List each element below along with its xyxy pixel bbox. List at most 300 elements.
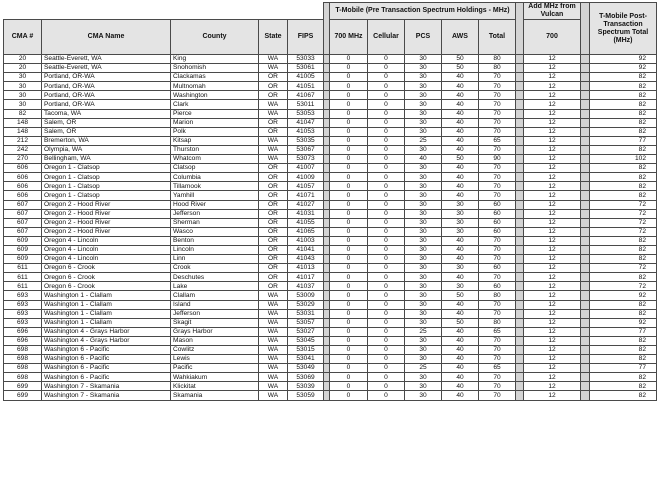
column-gap [581, 109, 590, 118]
cma-name-cell: Oregon 4 - Lincoln [42, 245, 171, 254]
700mhz-cell: 0 [330, 145, 368, 154]
aws-cell: 40 [442, 100, 479, 109]
fips-cell: 41017 [288, 273, 324, 282]
cellular-cell: 0 [368, 118, 405, 127]
column-gap [581, 346, 590, 355]
cma-cell: 693 [4, 291, 42, 300]
fips-cell: 53039 [288, 382, 324, 391]
pcs-cell: 30 [405, 382, 442, 391]
county-cell: Tillamook [171, 182, 259, 191]
state-cell: OR [259, 164, 288, 173]
table-row [4, 64, 657, 73]
vulcan-700-cell: 12 [524, 227, 581, 236]
700mhz-cell: 0 [330, 364, 368, 373]
700mhz-cell: 0 [330, 118, 368, 127]
aws-cell: 40 [442, 109, 479, 118]
pcs-cell: 30 [405, 255, 442, 264]
vulcan-700-cell: 12 [524, 55, 581, 64]
column-gap [516, 55, 524, 64]
column-gap [516, 327, 524, 336]
aws-cell: 30 [442, 282, 479, 291]
fips-cell: 53069 [288, 373, 324, 382]
total-cell: 70 [479, 336, 516, 345]
post-total-cell: 82 [590, 91, 657, 100]
cma-name-cell: Oregon 6 - Crook [42, 282, 171, 291]
column-gap [516, 309, 524, 318]
vulcan-700-cell: 12 [524, 82, 581, 91]
column-gap [581, 391, 590, 400]
total-cell: 70 [479, 255, 516, 264]
column-gap [516, 82, 524, 91]
column-gap [581, 200, 590, 209]
fips-cell: 53031 [288, 309, 324, 318]
post-total-cell: 92 [590, 318, 657, 327]
700mhz-cell: 0 [330, 327, 368, 336]
aws-cell: 50 [442, 64, 479, 73]
pcs-cell: 40 [405, 155, 442, 164]
post-total-cell: 82 [590, 127, 657, 136]
aws-cell: 50 [442, 55, 479, 64]
pcs-cell: 30 [405, 82, 442, 91]
column-gap [516, 236, 524, 245]
cma-cell: 30 [4, 100, 42, 109]
pcs-cell: 30 [405, 236, 442, 245]
cma-name-cell: Washington 1 - Clallam [42, 309, 171, 318]
state-cell: OR [259, 255, 288, 264]
post-total-cell: 72 [590, 200, 657, 209]
column-gap [516, 273, 524, 282]
header-tmobile-group: T-Mobile (Pre Transaction Spectrum Holdings - MHz) [330, 3, 516, 20]
total-cell: 65 [479, 364, 516, 373]
header-aws: AWS [442, 20, 479, 55]
cma-cell: 212 [4, 136, 42, 145]
county-cell: Grays Harbor [171, 327, 259, 336]
total-cell: 60 [479, 227, 516, 236]
cma-cell: 609 [4, 236, 42, 245]
700mhz-cell: 0 [330, 291, 368, 300]
pcs-cell: 25 [405, 136, 442, 145]
state-cell: OR [259, 282, 288, 291]
aws-cell: 40 [442, 73, 479, 82]
aws-cell: 40 [442, 336, 479, 345]
total-cell: 80 [479, 55, 516, 64]
cellular-cell: 0 [368, 382, 405, 391]
county-cell: Pierce [171, 109, 259, 118]
700mhz-cell: 0 [330, 273, 368, 282]
column-gap [581, 300, 590, 309]
table-row [4, 245, 657, 254]
700mhz-cell: 0 [330, 91, 368, 100]
vulcan-700-cell: 12 [524, 100, 581, 109]
cma-name-cell: Olympia, WA [42, 145, 171, 154]
cma-cell: 611 [4, 273, 42, 282]
post-total-cell: 77 [590, 327, 657, 336]
aws-cell: 40 [442, 245, 479, 254]
table-row [4, 364, 657, 373]
total-cell: 65 [479, 327, 516, 336]
fips-cell: 53053 [288, 109, 324, 118]
state-cell: OR [259, 127, 288, 136]
column-gap [516, 382, 524, 391]
total-cell: 70 [479, 91, 516, 100]
cma-name-cell: Salem, OR [42, 127, 171, 136]
total-cell: 70 [479, 236, 516, 245]
cellular-cell: 0 [368, 336, 405, 345]
table-row [4, 155, 657, 164]
700mhz-cell: 0 [330, 373, 368, 382]
cma-cell: 82 [4, 109, 42, 118]
column-gap [581, 136, 590, 145]
fips-cell: 41067 [288, 91, 324, 100]
header-county: County [171, 20, 259, 55]
county-cell: Linn [171, 255, 259, 264]
cma-name-cell: Portland, OR-WA [42, 100, 171, 109]
vulcan-700-cell: 12 [524, 91, 581, 100]
pcs-cell: 30 [405, 91, 442, 100]
header-vulcan-700: 700 [524, 20, 581, 55]
post-total-cell: 82 [590, 100, 657, 109]
state-cell: OR [259, 182, 288, 191]
700mhz-cell: 0 [330, 236, 368, 245]
fips-cell: 41071 [288, 191, 324, 200]
column-gap [581, 209, 590, 218]
state-cell: OR [259, 82, 288, 91]
column-gap [516, 182, 524, 191]
700mhz-cell: 0 [330, 227, 368, 236]
post-total-cell: 82 [590, 145, 657, 154]
700mhz-cell: 0 [330, 255, 368, 264]
cma-cell: 606 [4, 173, 42, 182]
table-row [4, 109, 657, 118]
vulcan-700-cell: 12 [524, 245, 581, 254]
cma-cell: 698 [4, 346, 42, 355]
state-cell: OR [259, 218, 288, 227]
county-cell: Washington [171, 91, 259, 100]
county-cell: Kitsap [171, 136, 259, 145]
cellular-cell: 0 [368, 218, 405, 227]
column-gap [516, 227, 524, 236]
700mhz-cell: 0 [330, 346, 368, 355]
cellular-cell: 0 [368, 300, 405, 309]
header-spacer [4, 3, 324, 20]
vulcan-700-cell: 12 [524, 209, 581, 218]
post-total-cell: 92 [590, 64, 657, 73]
column-gap [516, 136, 524, 145]
pcs-cell: 30 [405, 145, 442, 154]
total-cell: 70 [479, 109, 516, 118]
table-body [4, 55, 657, 401]
fips-cell: 41043 [288, 255, 324, 264]
cma-name-cell: Oregon 1 - Clatsop [42, 164, 171, 173]
cma-cell: 30 [4, 73, 42, 82]
state-cell: WA [259, 327, 288, 336]
aws-cell: 40 [442, 373, 479, 382]
state-cell: OR [259, 209, 288, 218]
cma-name-cell: Oregon 6 - Crook [42, 273, 171, 282]
pcs-cell: 30 [405, 164, 442, 173]
700mhz-cell: 0 [330, 209, 368, 218]
fips-cell: 53045 [288, 336, 324, 345]
aws-cell: 40 [442, 127, 479, 136]
header-cellular: Cellular [368, 20, 405, 55]
aws-cell: 40 [442, 191, 479, 200]
county-cell: Jefferson [171, 209, 259, 218]
county-cell: Deschutes [171, 273, 259, 282]
cma-cell: 696 [4, 327, 42, 336]
table-row [4, 346, 657, 355]
pcs-cell: 30 [405, 391, 442, 400]
county-cell: Crook [171, 264, 259, 273]
total-cell: 80 [479, 318, 516, 327]
state-cell: OR [259, 264, 288, 273]
state-cell: WA [259, 145, 288, 154]
table-row [4, 73, 657, 82]
state-cell: WA [259, 291, 288, 300]
fips-cell: 41037 [288, 282, 324, 291]
fips-cell: 53067 [288, 145, 324, 154]
county-cell: Mason [171, 336, 259, 345]
column-gap [581, 282, 590, 291]
table-row [4, 227, 657, 236]
vulcan-700-cell: 12 [524, 300, 581, 309]
column-gap [516, 264, 524, 273]
700mhz-cell: 0 [330, 300, 368, 309]
700mhz-cell: 0 [330, 355, 368, 364]
column-gap [581, 236, 590, 245]
column-gap [581, 127, 590, 136]
cma-name-cell: Washington 1 - Clallam [42, 300, 171, 309]
aws-cell: 50 [442, 291, 479, 300]
table-row [4, 136, 657, 145]
cellular-cell: 0 [368, 209, 405, 218]
total-cell: 80 [479, 291, 516, 300]
column-gap [581, 264, 590, 273]
cellular-cell: 0 [368, 100, 405, 109]
cma-name-cell: Seattle-Everett, WA [42, 64, 171, 73]
column-gap [581, 382, 590, 391]
state-cell: WA [259, 391, 288, 400]
column-gap [581, 273, 590, 282]
cma-cell: 30 [4, 82, 42, 91]
cellular-cell: 0 [368, 127, 405, 136]
post-total-cell: 82 [590, 382, 657, 391]
cma-cell: 611 [4, 264, 42, 273]
vulcan-700-cell: 12 [524, 318, 581, 327]
total-cell: 70 [479, 382, 516, 391]
column-gap [516, 218, 524, 227]
cma-name-cell: Washington 4 - Grays Harbor [42, 327, 171, 336]
cma-name-cell: Portland, OR-WA [42, 73, 171, 82]
aws-cell: 40 [442, 173, 479, 182]
700mhz-cell: 0 [330, 127, 368, 136]
cellular-cell: 0 [368, 109, 405, 118]
cellular-cell: 0 [368, 236, 405, 245]
fips-cell: 41005 [288, 73, 324, 82]
fips-cell: 53027 [288, 327, 324, 336]
total-cell: 70 [479, 73, 516, 82]
table-row [4, 309, 657, 318]
column-gap [581, 155, 590, 164]
vulcan-700-cell: 12 [524, 309, 581, 318]
cma-name-cell: Oregon 1 - Clatsop [42, 173, 171, 182]
post-total-cell: 82 [590, 236, 657, 245]
post-total-cell: 82 [590, 391, 657, 400]
cma-name-cell: Washington 7 - Skamania [42, 391, 171, 400]
pcs-cell: 30 [405, 373, 442, 382]
column-gap [581, 64, 590, 73]
state-cell: WA [259, 318, 288, 327]
vulcan-700-cell: 12 [524, 255, 581, 264]
total-cell: 70 [479, 373, 516, 382]
header-cma-name: CMA Name [42, 20, 171, 55]
cma-name-cell: Washington 7 - Skamania [42, 382, 171, 391]
column-gap [581, 91, 590, 100]
cma-cell: 607 [4, 209, 42, 218]
cma-cell: 270 [4, 155, 42, 164]
total-cell: 60 [479, 264, 516, 273]
county-cell: Polk [171, 127, 259, 136]
fips-cell: 53049 [288, 364, 324, 373]
pcs-cell: 30 [405, 318, 442, 327]
post-total-cell: 102 [590, 155, 657, 164]
table-row [4, 218, 657, 227]
vulcan-700-cell: 12 [524, 73, 581, 82]
cellular-cell: 0 [368, 64, 405, 73]
vulcan-700-cell: 12 [524, 291, 581, 300]
aws-cell: 40 [442, 273, 479, 282]
column-gap [581, 364, 590, 373]
cma-cell: 699 [4, 391, 42, 400]
pcs-cell: 30 [405, 346, 442, 355]
table-row [4, 255, 657, 264]
state-cell: OR [259, 200, 288, 209]
fips-cell: 41041 [288, 245, 324, 254]
column-gap [581, 191, 590, 200]
county-cell: Sherman [171, 218, 259, 227]
cma-name-cell: Oregon 1 - Clatsop [42, 191, 171, 200]
aws-cell: 40 [442, 91, 479, 100]
table-row [4, 55, 657, 64]
post-total-cell: 82 [590, 300, 657, 309]
total-cell: 70 [479, 391, 516, 400]
fips-cell: 53061 [288, 64, 324, 73]
aws-cell: 40 [442, 255, 479, 264]
pcs-cell: 30 [405, 273, 442, 282]
county-cell: Clackamas [171, 73, 259, 82]
table-row [4, 209, 657, 218]
aws-cell: 40 [442, 145, 479, 154]
header-vulcan-group: Add MHz from Vulcan [524, 3, 581, 20]
cma-name-cell: Washington 4 - Grays Harbor [42, 336, 171, 345]
cma-cell: 606 [4, 191, 42, 200]
fips-cell: 53041 [288, 355, 324, 364]
column-gap [516, 3, 524, 55]
total-cell: 60 [479, 282, 516, 291]
vulcan-700-cell: 12 [524, 64, 581, 73]
table-row [4, 373, 657, 382]
vulcan-700-cell: 12 [524, 164, 581, 173]
state-cell: OR [259, 173, 288, 182]
column-gap [581, 118, 590, 127]
state-cell: WA [259, 155, 288, 164]
post-total-cell: 82 [590, 255, 657, 264]
state-cell: WA [259, 373, 288, 382]
column-gap [516, 355, 524, 364]
total-cell: 70 [479, 245, 516, 254]
column-gap [516, 209, 524, 218]
table-row [4, 282, 657, 291]
county-cell: Thurston [171, 145, 259, 154]
cma-name-cell: Bremerton, WA [42, 136, 171, 145]
vulcan-700-cell: 12 [524, 191, 581, 200]
fips-cell: 53009 [288, 291, 324, 300]
county-cell: Lewis [171, 355, 259, 364]
cma-cell: 606 [4, 164, 42, 173]
column-gap [516, 127, 524, 136]
cellular-cell: 0 [368, 273, 405, 282]
vulcan-700-cell: 12 [524, 155, 581, 164]
cma-cell: 607 [4, 227, 42, 236]
cma-cell: 698 [4, 355, 42, 364]
column-gap [516, 200, 524, 209]
fips-cell: 41047 [288, 118, 324, 127]
column-gap [581, 327, 590, 336]
fips-cell: 53035 [288, 136, 324, 145]
cma-name-cell: Portland, OR-WA [42, 91, 171, 100]
vulcan-700-cell: 12 [524, 382, 581, 391]
pcs-cell: 30 [405, 100, 442, 109]
cma-name-cell: Tacoma, WA [42, 109, 171, 118]
pcs-cell: 30 [405, 191, 442, 200]
column-gap [581, 100, 590, 109]
column-gap [516, 100, 524, 109]
column-gap [516, 91, 524, 100]
pcs-cell: 30 [405, 218, 442, 227]
fips-cell: 41003 [288, 236, 324, 245]
fips-cell: 53057 [288, 318, 324, 327]
aws-cell: 30 [442, 264, 479, 273]
700mhz-cell: 0 [330, 100, 368, 109]
cma-cell: 696 [4, 336, 42, 345]
cma-name-cell: Oregon 2 - Hood River [42, 218, 171, 227]
cma-cell: 609 [4, 255, 42, 264]
vulcan-700-cell: 12 [524, 173, 581, 182]
cellular-cell: 0 [368, 282, 405, 291]
state-cell: OR [259, 118, 288, 127]
cma-name-cell: Portland, OR-WA [42, 82, 171, 91]
cma-name-cell: Washington 6 - Pacific [42, 373, 171, 382]
table-row [4, 182, 657, 191]
county-cell: Marion [171, 118, 259, 127]
column-gap [516, 191, 524, 200]
state-cell: WA [259, 364, 288, 373]
aws-cell: 40 [442, 382, 479, 391]
aws-cell: 40 [442, 300, 479, 309]
cellular-cell: 0 [368, 145, 405, 154]
post-total-cell: 82 [590, 173, 657, 182]
cellular-cell: 0 [368, 182, 405, 191]
table-row [4, 127, 657, 136]
vulcan-700-cell: 12 [524, 182, 581, 191]
post-total-cell: 72 [590, 218, 657, 227]
cellular-cell: 0 [368, 73, 405, 82]
cma-cell: 242 [4, 145, 42, 154]
column-gap [516, 255, 524, 264]
total-cell: 90 [479, 155, 516, 164]
table-row [4, 236, 657, 245]
cma-name-cell: Washington 6 - Pacific [42, 364, 171, 373]
state-cell: OR [259, 191, 288, 200]
